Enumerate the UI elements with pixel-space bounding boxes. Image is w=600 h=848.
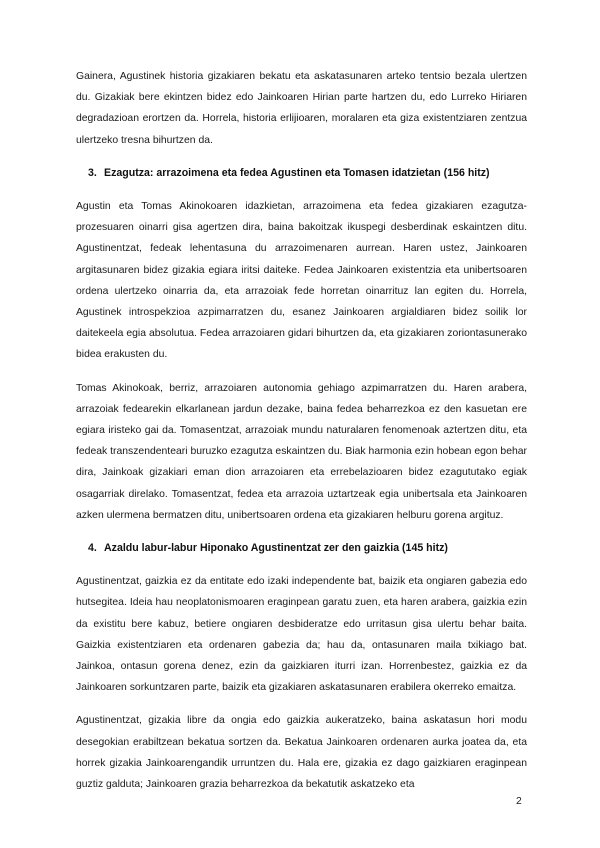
section-heading-4 (76, 538, 527, 559)
page-number: 2 (516, 796, 522, 807)
document-body (76, 66, 527, 807)
section-heading-3 (76, 163, 527, 184)
paragraph-evil-definition: Agustinentzat, gaizkia ez da entitate edo izaki independente bat, baizik eta ongiaren gabezia edo hutsegitea. Ideia hau neoplatonismoaren eraginpean garatu zuen, eta haren arabera, gaizkia ezin da existitu bere kabuz, betiere ongiaren desbideratze edo urritasun gisa ulertu behar baita. Gaizkia existentziaren eta ordenaren gabezia da; hau da, ontasunaren maila txikiago bat. Jainkoa, ontasun gorena denez, ezin da gaizkiaren iturri izan. Horrenbestez, gaizkia ez da Jainkoaren sorkuntzaren parte, baizik eta gizakiaren askatasunaren erabilera okerreko emaitza. (76, 576, 527, 694)
paragraph-free-will: Agustinentzat, gizakia libre da ongia edo gaizkia aukeratzeko, baina askatasun hori modu desegokian erabiltzean bekatua sortzen da. Bekatua Jainkoaren ordenaren aurka joatea da, eta horrek gizakia Jainkoarengandik urruntzen du. Hala ere, gizakia ez dago gaizkiaren eraginpean guztiz galduta; Jainkoaren grazia beharrezkoa da bekatutik askatzeko eta (76, 715, 527, 791)
section-number: 4. (88, 542, 97, 555)
section-title: Ezagutza: arrazoimena eta fedea Agustinen eta Tomasen idatzietan (156 hitz) (104, 166, 490, 179)
section-number: 3. (88, 166, 97, 179)
paragraph-agustin-knowledge: Agustin eta Tomas Akinokoaren idazkietan, arrazoimena eta fedea gizakiaren ezagutza-prozesuaren oinarri gisa agertzen dira, baina bakoitzak ikuspegi desberdinak eskaintzen ditu. Agustinentzat, fedeak lehentasuna du arrazoimenaren aurrean. Haren ustez, Jainkoaren argitasunaren bidez gizakia egiara iritsi daiteke. Fedea Jainkoaren existentzia eta unibertsoaren ordena ulertzeko oinarria da, eta arrazoiak fede horretan oinarrituz lan egiten du. Horrela, Agustinek introspekzioa azpimarratzen du, esanez Jainkoaren argialdiaren bidez soilik lor daitekeela egia absolutua. Fedea arrazoiaren gidari bihurtzen da, eta gizakiaren zoriontasunerako bidea erakusten du. (76, 201, 527, 361)
paragraph-tomas-knowledge: Tomas Akinokoak, berriz, arrazoiaren autonomia gehiago azpimarratzen du. Haren arabera, arrazoiak fedearekin elkarlanean jardun dezake, baina fedea beharrezkoa ez den kasuetan ere egiara iristeko gai da. Tomasentzat, arrazoiak mundu naturalaren fenomenoak aztertzen ditu, eta fedeak transzendenteari buruzko ezagutza eskaintzen du. Biak harmonia ezin hobean egon behar dira, Jainkoak gizakiari eman dion arrazoiaren eta errebelazioaren bidez ezagututako egiak osagarriak direlako. Tomasentzat, fedea eta arrazoia uztartzeak egia unibertsala eta Jainkoaren azken ulermena bermatzen ditu, unibertsoaren ordena eta gizakiaren helburu gorena argituz. (76, 382, 527, 521)
paragraph-history: Gainera, Agustinek historia gizakiaren bekatu eta askatasunaren arteko tentsio bezala ulertzen du. Gizakiak bere ekintzen bidez edo Jainkoaren Hirian parte hartzen du, edo Lurreko Hiriaren degradazioan erortzen da. Horrela, historia erlijioaren, moralaren eta giza existentziaren zentzua ulertzeko tresna bihurtzen da. (76, 71, 527, 146)
section-title: Azaldu labur-labur Hiponako Agustinentzat zer den gaizkia (145 hitz) (104, 542, 448, 555)
